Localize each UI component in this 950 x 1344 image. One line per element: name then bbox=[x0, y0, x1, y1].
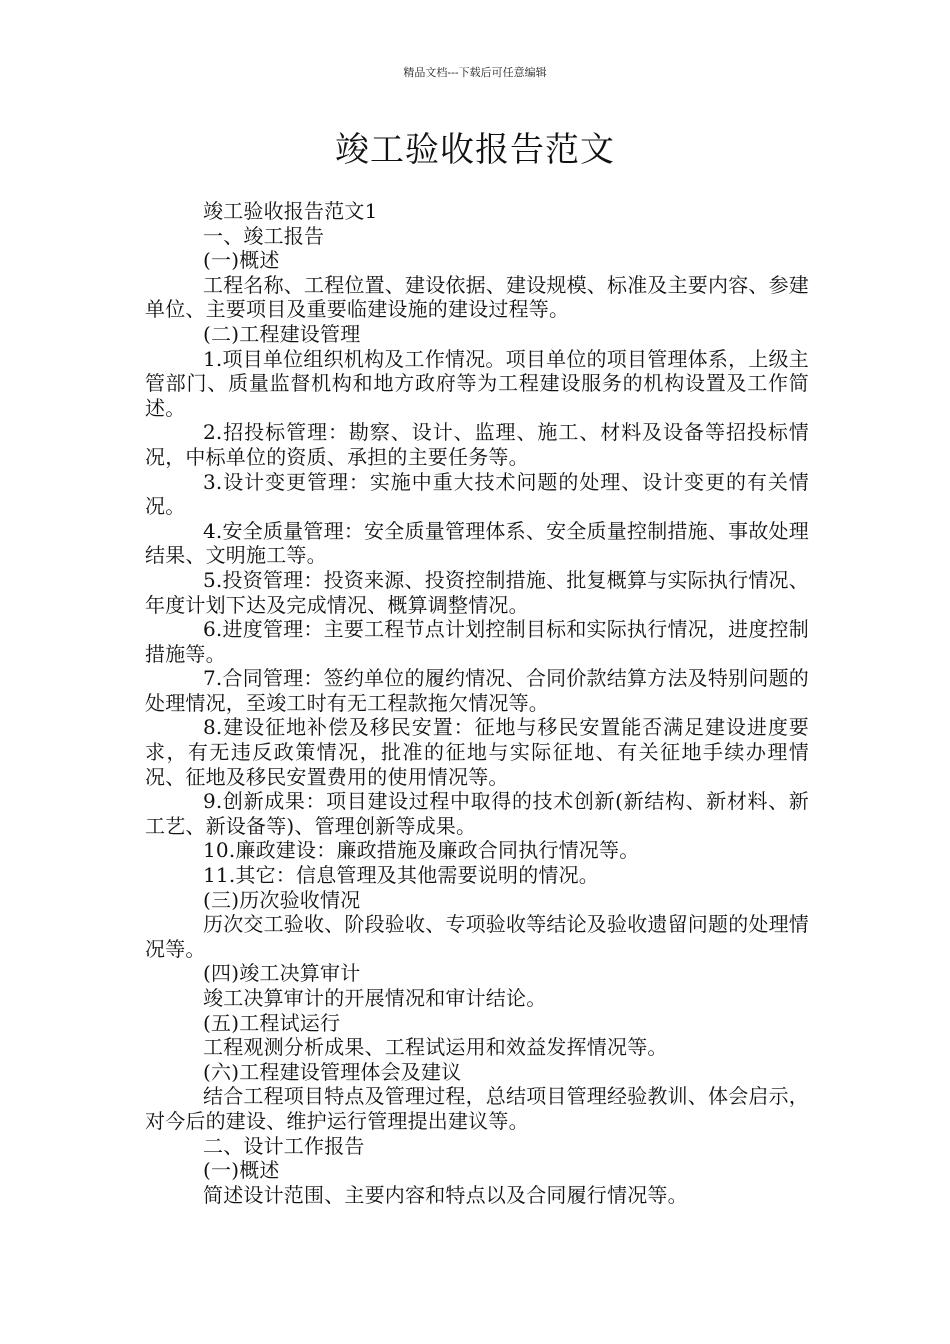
section-heading: 二、设计工作报告 bbox=[203, 1133, 365, 1158]
paragraph: 竣工决算审计的开展情况和审计结论。 bbox=[203, 986, 547, 1010]
paragraph: 简述设计范围、主要内容和特点以及合同履行情况等。 bbox=[203, 1182, 688, 1207]
list-item: 10.廉政建设：廉政措施及廉政合同执行情况等。 bbox=[203, 838, 640, 863]
list-item: 6.进度管理：主要工程节点计划控制目标和实际执行情况，进度控制措施等。 bbox=[145, 617, 809, 666]
paragraph: 工程观测分析成果、工程试运用和效益发挥情况等。 bbox=[203, 1035, 668, 1060]
list-item: 8.建设征地补偿及移民安置：征地与移民安置能否满足建设进度要求，有无违反政策情况，批准的征地与实际征地、有关征地手续办理情况、征地及移民安置费用的使用情况等。 bbox=[145, 715, 809, 789]
paragraph: 工程名称、工程位置、建设依据、建设规模、标准及主要内容、参建单位、主要项目及重要临建设施的建设过程等。 bbox=[145, 272, 809, 322]
paragraph: 历次交工验收、阶段验收、专项验收等结论及验收遗留问题的处理情况等。 bbox=[145, 912, 809, 961]
paragraph: 竣工验收报告范文1 bbox=[203, 199, 378, 223]
subsection-heading: (二)工程建设管理 bbox=[203, 321, 361, 346]
paragraph: 结合工程项目特点及管理过程，总结项目管理经验教训、体会启示，对今后的建设、维护运行管理提出建议等。 bbox=[145, 1084, 809, 1133]
document-body bbox=[145, 199, 809, 1207]
list-item: 4.安全质量管理：安全质量管理体系、安全质量控制措施、事故处理结果、文明施工等。 bbox=[145, 518, 809, 568]
list-item: 9.创新成果：项目建设过程中取得的技术创新(新结构、新材料、新工艺、新设备等)、管理创新等成果。 bbox=[145, 789, 809, 838]
list-item: 11.其它：信息管理及其他需要说明的情况。 bbox=[203, 863, 600, 888]
subsection-heading: (六)工程建设管理体会及建议 bbox=[203, 1059, 462, 1084]
list-item: 3.设计变更管理：实施中重大技术问题的处理、设计变更的有关情况。 bbox=[145, 469, 809, 519]
section-heading: 一、竣工报告 bbox=[203, 223, 325, 248]
subsection-heading: (三)历次验收情况 bbox=[203, 887, 361, 912]
page-header-note: 精品文档---下载后可任意编辑 bbox=[403, 66, 547, 79]
subsection-heading: (五)工程试运行 bbox=[203, 1010, 341, 1035]
subsection-heading: (一)概述 bbox=[203, 1158, 280, 1183]
subsection-heading: (一)概述 bbox=[203, 248, 280, 273]
document-title: 竣工验收报告范文 bbox=[335, 130, 615, 170]
list-item: 1.项目单位组织机构及工作情况。项目单位的项目管理体系，上级主管部门、质量监督机构和地方政府等为工程建设服务的机构设置及工作简述。 bbox=[145, 346, 809, 420]
list-item: 5.投资管理：投资来源、投资控制措施、批复概算与实际执行情况、年度计划下达及完成情况、概算调整情况。 bbox=[145, 567, 809, 617]
list-item: 2.招投标管理：勘察、设计、监理、施工、材料及设备等招投标情况，中标单位的资质、承担的主要任务等。 bbox=[145, 420, 809, 469]
list-item: 7.合同管理：签约单位的履约情况、合同价款结算方法及特别问题的处理情况，至竣工时有无工程款拖欠情况等。 bbox=[145, 666, 809, 715]
subsection-heading: (四)竣工决算审计 bbox=[203, 961, 361, 986]
